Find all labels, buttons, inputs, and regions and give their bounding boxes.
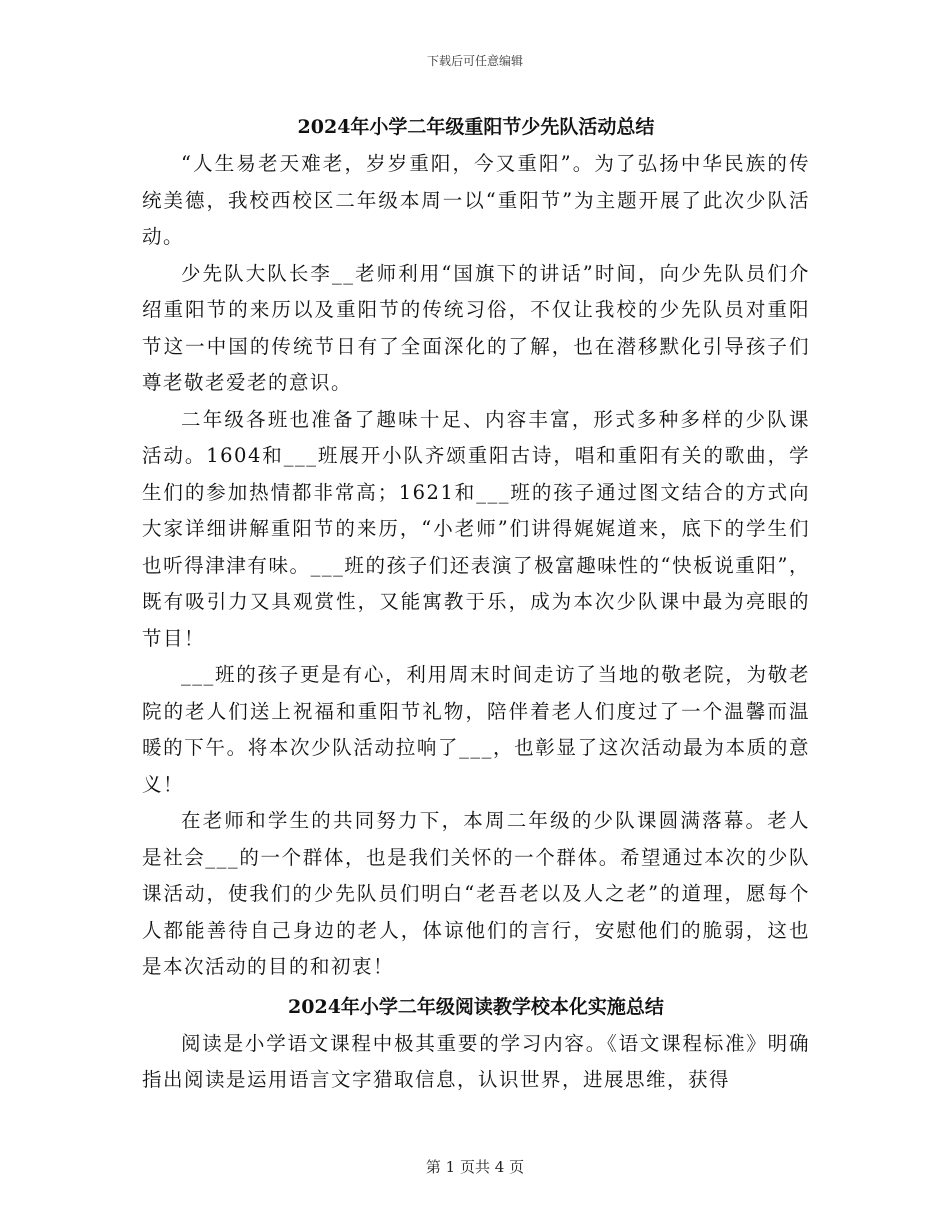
document-body bbox=[142, 108, 810, 1099]
paragraph-3: 二年级各班也准备了趣味十足、内容丰富，形式多种多样的少队课活动。1604和___班展开小队齐颂重阳古诗，唱和重阳有关的歌曲，学生们的参加热情都非常高；1621和___班的孩子通过图文结合的方式向大家详细讲解重阳节的来历，“小老师”们讲得娓娓道来，底下的学生们也听得津津有味。___班的孩子们还表演了极富趣味性的“快板说重阳”，既有吸引力又具观赏性，又能寓教于乐，成为本次少队课中最为亮眼的节目！ bbox=[142, 407, 810, 650]
document-title-1: 2024年小学二年级重阳节少先队活动总结 bbox=[297, 116, 655, 138]
paragraph-5: 在老师和学生的共同努力下，本周二年级的少队课圆满落幕。老人是社会___的一个群体，也是我们关怀的一个群体。希望通过本次的少队课活动，使我们的少先队员们明白“老吾老以及人之老”的道理，愿每个人都能善待自己身边的老人，体谅他们的言行，安慰他们的脆弱，这也是本次活动的目的和初衷！ bbox=[142, 809, 810, 978]
paragraph-4: ___班的孩子更是有心，利用周末时间走访了当地的敬老院，为敬老院的老人们送上祝福和重阳节礼物，陪伴着老人们度过了一个温馨而温暖的下午。将本次少队活动拉响了___，也彰显了这次活动最为本质的意义！ bbox=[142, 663, 810, 796]
page-header-note: 下载后可任意编辑 bbox=[426, 54, 523, 68]
paragraph-1: “人生易老天难老，岁岁重阳，今又重阳”。为了弘扬中华民族的传统美德，我校西校区二年级本周一以“重阳节”为主题开展了此次少队活动。 bbox=[142, 152, 810, 248]
paragraph-2: 少先队大队长李__老师利用“国旗下的讲话”时间，向少先队员们介绍重阳节的来历以及重阳节的传统习俗，不仅让我校的少先队员对重阳节这一中国的传统节日有了全面深化的了解，也在潜移默化引导孩子们尊老敬老爱老的意识。 bbox=[142, 261, 810, 394]
paragraph-6: 阅读是小学语文课程中极其重要的学习内容。《语文课程标准》明确指出阅读是运用语言文字猎取信息，认识世界，进展思维，获得 bbox=[142, 1031, 810, 1091]
page-number: 第 1 页共 4 页 bbox=[425, 1158, 525, 1176]
document-title-2: 2024年小学二年级阅读教学校本化实施总结 bbox=[288, 995, 664, 1018]
